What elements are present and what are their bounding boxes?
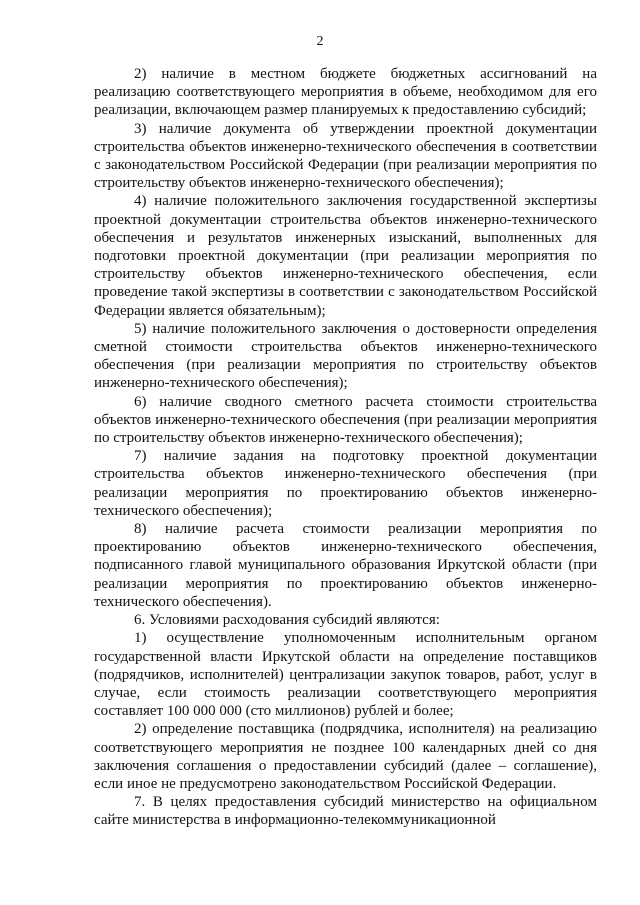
condition-item-1: 1) осуществление уполномоченным исполнительным органом государственной власти Иркутской области на определение поставщиков (подрядчиков, исполнителей) централизации закупок товаров, работ, услуг в случае, если стоимость реализации соответствующего мероприятия составляет 100 000 000 (сто миллионов) рублей и более; [94, 630, 597, 720]
paragraph-item-2: 2) наличие в местном бюджете бюджетных ассигнований на реализацию соответствующего мероприятия в объеме, необходимом для его реализации, включающем размер планируемых к предоставлению субсидий; [94, 66, 597, 119]
condition-item-2: 2) определение поставщика (подрядчика, исполнителя) на реализацию соответствующего мероприятия не позднее 100 календарных дней со дня заключения соглашения о предоставлении субсидий (далее – соглашение), если иное не предусмотрено законодательством Российской Федерации. [94, 721, 597, 792]
section-7-start: 7. В целях предоставления субсидий министерство на официальном сайте министерства в информационно-телекоммуникационной [94, 794, 597, 829]
paragraph-item-4: 4) наличие положительного заключения государственной экспертизы проектной документации строительства объектов инженерно-технического обеспечения и результатов инженерных изысканий, выполненных для подготовки проектной документации (при реализации мероприятия по строительству объектов инженерно-технического обеспечения, если проведение такой экспертизы в соответствии с законодательством Российской Федерации является обязательным); [94, 193, 597, 319]
paragraph-item-6: 6) наличие сводного сметного расчета стоимости строительства объектов инженерно-технического обеспечения (при реализации мероприятия по строительству объектов инженерно-технического обеспечения); [94, 393, 597, 447]
paragraph-item-3: 3) наличие документа об утверждении проектной документации строительства объектов инженерно-технического обеспечения в соответствии с законодательством Российской Федерации (при реализации мероприятия по строительству объектов инженерно-технического обеспечения); [94, 120, 597, 192]
paragraph-item-8: 8) наличие расчета стоимости реализации мероприятия по проектированию объектов инженерно-технического обеспечения, подписанного главой муниципального образования Иркутской области (при реализации мероприятия по проектированию объектов инженерно-технического обеспечения). [94, 521, 597, 610]
paragraph-item-5: 5) наличие положительного заключения о достоверности определения сметной стоимости строительства объектов инженерно-технического обеспечения (при реализации мероприятия по строительству объектов инженерно-технического обеспечения); [94, 320, 597, 392]
paragraph-item-7: 7) наличие задания на подготовку проектной документации строительства объектов инженерно-технического обеспечения (при реализации мероприятия по проектированию объектов инженерно-технического обеспечения); [94, 448, 597, 519]
page-number: 2 [316, 34, 324, 49]
document-body [94, 65, 597, 830]
section-6-heading: 6. Условиями расходования субсидий являются: [134, 612, 440, 629]
